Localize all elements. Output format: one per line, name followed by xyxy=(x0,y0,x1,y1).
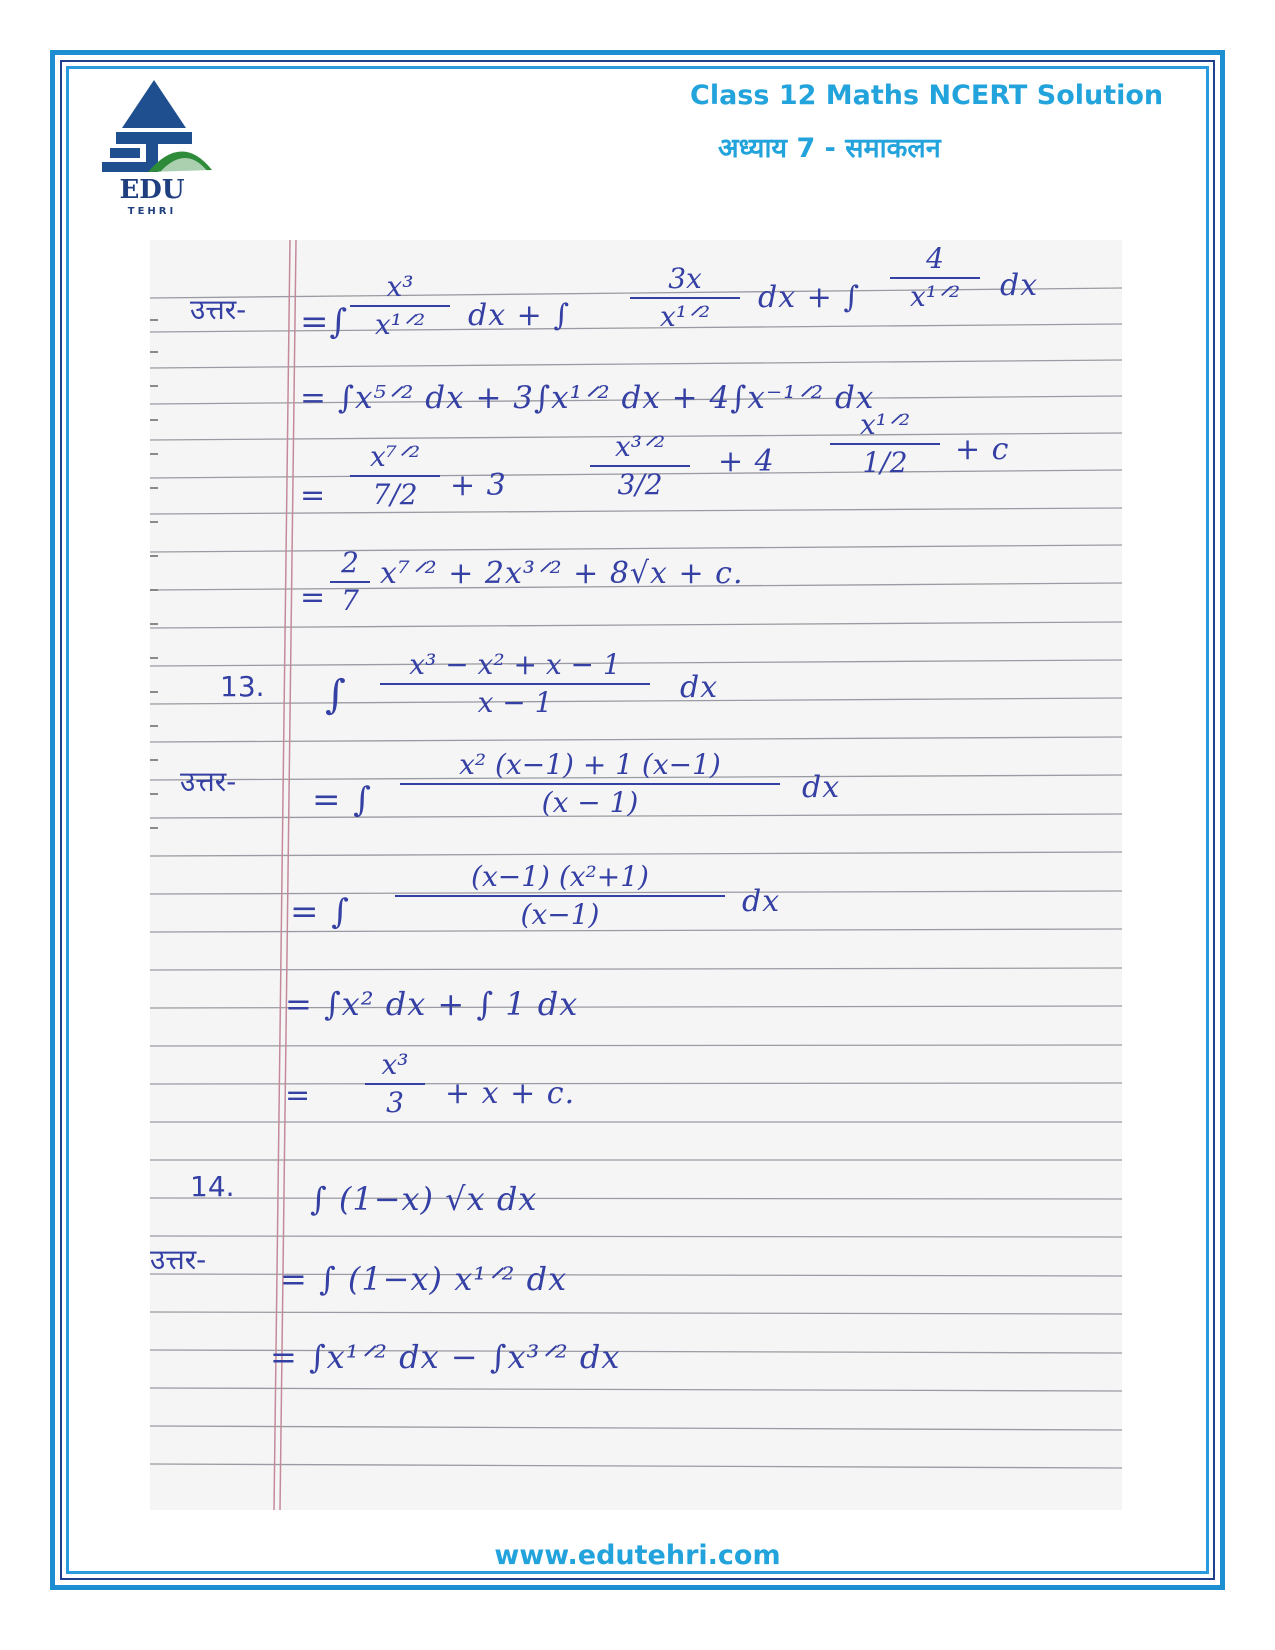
q13-line4-fraction xyxy=(365,1048,425,1120)
q12-line3-middle-2: + 4 xyxy=(718,444,775,479)
q12-line4-lead: = xyxy=(300,580,327,615)
fraction-bar xyxy=(350,475,440,477)
chapter-title: अध्याय 7 - समाकलन xyxy=(718,133,941,164)
fraction-denominator: x¹ᐟ² xyxy=(659,300,711,333)
fraction-denominator: x − 1 xyxy=(477,686,553,719)
fraction-bar xyxy=(395,895,725,897)
fraction-bar xyxy=(400,783,780,785)
q12-line1-lead: =∫ xyxy=(300,302,349,342)
fraction-numerator: 3x xyxy=(668,262,702,295)
q13-line4-lead: = xyxy=(285,1078,312,1113)
question-number-13: 13. xyxy=(220,670,265,703)
fraction-numerator: x³ᐟ² xyxy=(614,430,666,463)
q12-line1-fraction-2 xyxy=(630,262,740,334)
fraction-bar xyxy=(630,297,740,299)
q13-line1-dx: dx xyxy=(802,770,841,805)
q13-line4-tail: + x + c. xyxy=(445,1076,576,1111)
fraction-denominator: (x − 1) xyxy=(541,786,639,819)
fraction-numerator: 2 xyxy=(341,546,359,579)
q12-line3-fraction-2 xyxy=(590,430,690,502)
fraction-bar xyxy=(380,683,650,685)
question-number-14: 14. xyxy=(190,1170,235,1203)
fraction-denominator: 1/2 xyxy=(862,446,908,479)
fraction-denominator: 7/2 xyxy=(372,478,418,511)
q12-line1-middle-2: dx + ∫ xyxy=(758,280,860,315)
q13-line1-fraction xyxy=(400,748,780,820)
fraction-bar xyxy=(830,443,940,445)
fraction-numerator: (x−1) (x²+1) xyxy=(471,860,649,893)
fraction-bar xyxy=(330,581,370,583)
fraction-denominator: 3 xyxy=(386,1086,404,1119)
q13-line3: = ∫x² dx + ∫ 1 dx xyxy=(285,985,579,1023)
q12-line3-lead: = xyxy=(300,478,327,513)
fraction-numerator: x³ − x² + x − 1 xyxy=(409,648,621,681)
q12-line4-fraction xyxy=(330,546,370,618)
q12-line4-tail: x⁷ᐟ² + 2x³ᐟ² + 8√x + c. xyxy=(380,556,744,591)
q12-line3-tail: + c xyxy=(955,432,1010,467)
q13-question-dx: dx xyxy=(680,670,719,705)
answer-label: उत्तर- xyxy=(180,765,237,798)
fraction-bar xyxy=(890,277,980,279)
q12-line3-fraction-1 xyxy=(350,440,440,512)
answer-label: उत्तर- xyxy=(150,1243,207,1276)
q13-question-fraction xyxy=(380,648,650,720)
fraction-denominator: x¹ᐟ² xyxy=(374,308,426,341)
q12-line3-middle-1: + 3 xyxy=(450,468,507,503)
q14-question: ∫ (1−x) √x dx xyxy=(310,1180,538,1218)
q13-line2-dx: dx xyxy=(742,884,781,919)
q13-line1-lead: = ∫ xyxy=(312,780,373,820)
q13-line2-fraction xyxy=(395,860,725,932)
edu-tehri-logo-icon xyxy=(102,80,222,220)
fraction-numerator: x² (x−1) + 1 (x−1) xyxy=(459,748,721,781)
fraction-denominator: 7 xyxy=(341,584,359,617)
q12-line1-fraction-3 xyxy=(890,242,980,314)
page-title: Class 12 Maths NCERT Solution xyxy=(690,80,1164,111)
fraction-bar xyxy=(365,1083,425,1085)
fraction-numerator: x³ xyxy=(381,1048,409,1081)
q14-line2: = ∫x¹ᐟ² dx − ∫x³ᐟ² dx xyxy=(270,1338,621,1376)
fraction-numerator: x⁷ᐟ² xyxy=(369,440,421,473)
answer-label: उत्तर- xyxy=(190,293,247,326)
fraction-numerator: 4 xyxy=(926,242,944,275)
fraction-bar xyxy=(590,465,690,467)
q12-line1-fraction-1 xyxy=(350,270,450,342)
fraction-denominator: x¹ᐟ² xyxy=(909,280,961,313)
q13-integral-sign: ∫ xyxy=(325,672,347,718)
q12-line1-middle-1: dx + ∫ xyxy=(468,298,570,333)
logo-text-main: EDU xyxy=(119,175,185,205)
q12-line3-fraction-3 xyxy=(830,408,940,480)
footer-url[interactable]: www.edutehri.com xyxy=(494,1540,781,1571)
q12-line1-tail: dx xyxy=(1000,268,1039,303)
logo-text-sub: TEHRI xyxy=(127,206,177,217)
notebook-page xyxy=(150,240,1122,1510)
fraction-numerator: x³ xyxy=(386,270,414,303)
q14-line1: = ∫ (1−x) x¹ᐟ² dx xyxy=(280,1260,568,1298)
fraction-numerator: x¹ᐟ² xyxy=(859,408,911,441)
q13-line2-lead: = ∫ xyxy=(290,892,351,932)
fraction-denominator: 3/2 xyxy=(617,468,663,501)
fraction-denominator: (x−1) xyxy=(520,898,600,931)
q12-line2: = ∫x⁵ᐟ² dx + 3∫x¹ᐟ² dx + 4∫x⁻¹ᐟ² dx xyxy=(300,380,875,416)
fraction-bar xyxy=(350,305,450,307)
